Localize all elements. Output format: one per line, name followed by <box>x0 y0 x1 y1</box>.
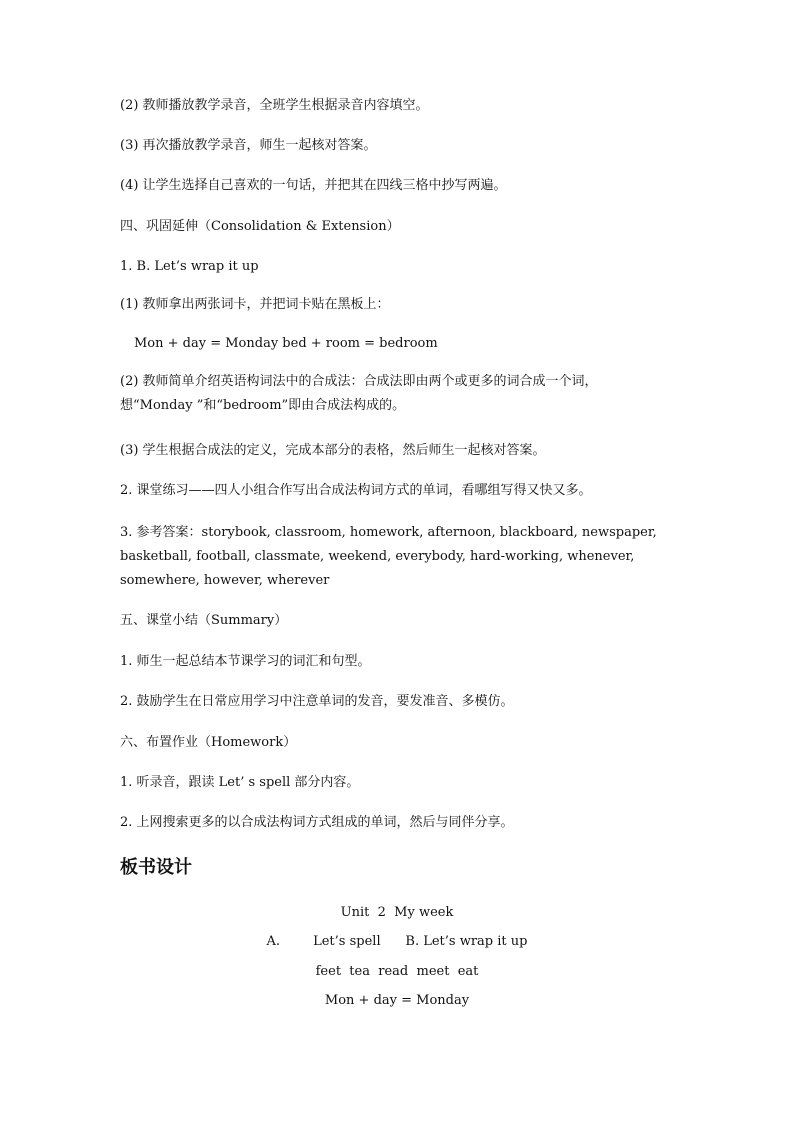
consolidation-item-2: 2. 课堂练习——四人小组合作写出合成法构词方式的单词，看哪组写得又快又多。 <box>120 483 592 498</box>
board-unit-title: Unit 2 My week <box>340 905 454 920</box>
consolidation-item-1: 1. B. Let’s wrap it up <box>120 259 259 274</box>
consolidation-item-1-3: (3) 学生根据合成法的定义，完成本部分的表格，然后师生一起核对答案。 <box>120 443 546 458</box>
board-sections: A. Let’s spell B. Let’s wrap it up <box>266 934 528 949</box>
consolidation-item-3-answers: 3. 参考答案：storybook, classroom, homework, afternoon, blackboard, newspaper, basketball, football, classmate, weekend, everybody, hard-working, whenever, somewhere, however, wherever <box>120 525 657 588</box>
board-design-heading: 板书设计 <box>120 857 192 878</box>
procedure-step-3: (3) 再次播放教学录音，师生一起核对答案。 <box>120 138 377 153</box>
procedure-step-4: (4) 让学生选择自己喜欢的一句话，并把其在四线三格中抄写两遍。 <box>120 178 507 193</box>
consolidation-item-1-1: (1) 教师拿出两张词卡，并把词卡贴在黑板上： <box>120 297 390 312</box>
section-homework-title: 六、布置作业（Homework） <box>120 735 297 750</box>
consolidation-item-1-2: (2) 教师简单介绍英语构词法中的合成法：合成法即由两个或更多的词合成一个词，想“Monday ”和“bedroom”即由合成法构成的。 <box>120 374 598 413</box>
summary-item-1: 1. 师生一起总结本节课学习的词汇和句型。 <box>120 654 371 669</box>
section-summary-title: 五、课堂小结（Summary） <box>120 613 288 628</box>
board-word-list: feet tea read meet eat <box>315 964 479 979</box>
homework-item-1: 1. 听录音，跟读 Let’ s spell 部分内容。 <box>120 775 360 790</box>
procedure-step-2: (2) 教师播放教学录音，全班学生根据录音内容填空。 <box>120 98 429 113</box>
summary-item-2: 2. 鼓励学生在日常应用学习中注意单词的发音，要发准音、多模仿。 <box>120 694 514 709</box>
homework-item-2: 2. 上网搜索更多的以合成法构词方式组成的单词，然后与同伴分享。 <box>120 815 514 830</box>
compound-word-examples: Mon + day = Monday bed + room = bedroom <box>134 336 438 351</box>
section-consolidation-title: 四、巩固延伸（Consolidation & Extension） <box>120 219 400 234</box>
board-compound-example: Mon + day = Monday <box>324 993 470 1008</box>
